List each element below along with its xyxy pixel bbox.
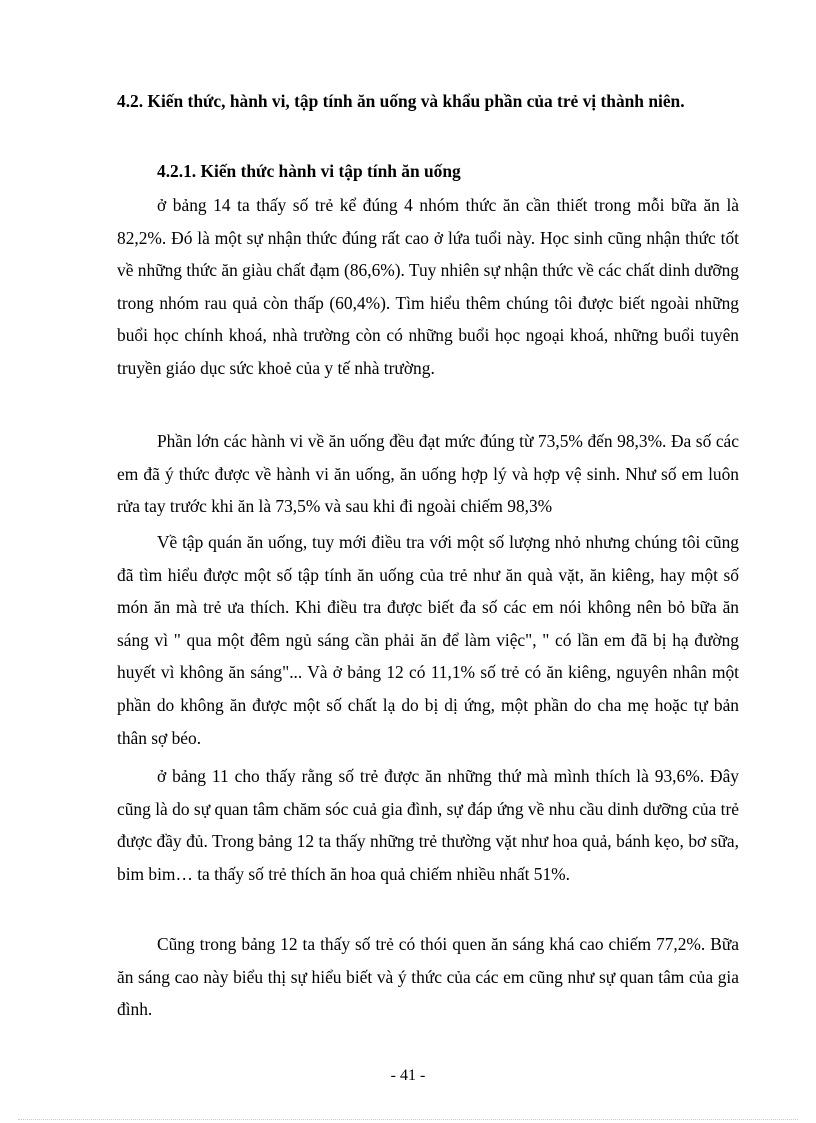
page-number: - 41 - [390, 1067, 426, 1084]
paragraph-2: Phần lớn các hành vi về ăn uống đều đạt mức đúng từ 73,5% đến 98,3%. Đa số các em đã ý thức được về hành vi ăn uống, ăn uống hợp lý và hợp vệ sinh. Như số em luôn rửa tay trước khi ăn là 73,5% và sau khi đi ngoài chiếm 98,3% [117, 431, 739, 517]
page-bottom-divider [18, 1119, 798, 1120]
paragraph-3: Về tập quán ăn uống, tuy mới điều tra với một số lượng nhỏ nhưng chúng tôi cũng đã tìm hiểu được một số tập tính ăn uống của trẻ như ăn quà vặt, ăn kiêng, hay một số món ăn mà trẻ ưa thích. Khi điều tra được biết đa số các em nói không nên bỏ bữa ăn sáng vì " qua một đêm ngủ sáng cần phải ăn để làm việc", " có lần em đã bị hạ đường huyết vì không ăn sáng"... Và ở bảng 12 có 11,1% số trẻ có ăn kiêng, nguyên nhân một phần do không ăn được một số chất lạ do bị dị ứng, một phần do cha mẹ hoặc tự bản thân sợ béo. [117, 532, 739, 748]
paragraph-4: ở bảng 11 cho thấy rằng số trẻ được ăn những thứ mà mình thích là 93,6%. Đây cũng là do sự quan tâm chăm sóc cuả gia đình, sự đáp ứng về nhu cầu dinh dưỡng của trẻ được đầy đủ. Trong bảng 12 ta thấy những trẻ thường vặt như hoa quả, bánh kẹo, bơ sữa, bim bim… ta thấy số trẻ thích ăn hoa quả chiếm nhiều nhất 51%. [117, 766, 739, 884]
section-heading: 4.2. Kiến thức, hành vi, tập tính ăn uống và khẩu phần của trẻ vị thành niên. [117, 91, 685, 111]
subsection-heading: 4.2.1. Kiến thức hành vi tập tính ăn uống [157, 161, 461, 181]
paragraph-1: ở bảng 14 ta thấy số trẻ kể đúng 4 nhóm thức ăn cần thiết trong mỗi bữa ăn là 82,2%. Đó là một sự nhận thức đúng rất cao ở lứa tuổi này. Học sinh cũng nhận thức tốt về những thức ăn giàu chất đạm (86,6%). Tuy nhiên sự nhận thức về các chất dinh dưỡng trong nhóm rau quả còn thấp (60,4%). Tìm hiểu thêm chúng tôi được biết ngoài những buổi học chính khoá, nhà trường còn có những buổi học ngoại khoá, những buổi tuyên truyền giáo dục sức khoẻ của y tế nhà trường. [117, 195, 739, 378]
paragraph-5: Cũng trong bảng 12 ta thấy số trẻ có thói quen ăn sáng khá cao chiếm 77,2%. Bữa ăn sáng cao này biểu thị sự hiểu biết và ý thức của các em cũng như sự quan tâm của gia đình. [117, 934, 739, 1020]
